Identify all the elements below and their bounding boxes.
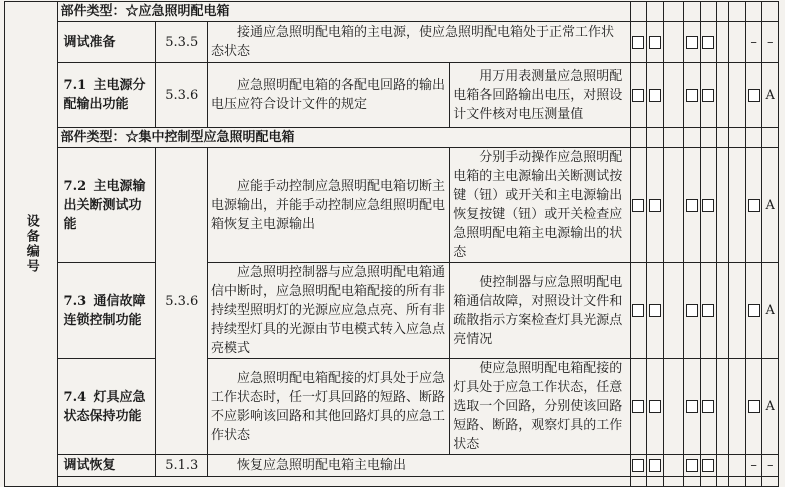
result-grade: A [762,263,779,359]
checkbox[interactable] [702,459,714,472]
clause-number: 5.1.3 [156,455,208,477]
requirement-text: 应急照明配电箱配接的灯具处于应急工作状态时，任一灯具回路的短路、断路不应影响该回路和其他回路灯具的应急工作状态 [208,359,450,455]
item-title: 主电源分配输出功能 [63,78,146,112]
method-text: 分别手动操作应急照明配电箱的主电源输出关断测试按键（钮）或开关和主电源输出恢复按键（钮）或开关检查应急照明配电箱主电源输出的状态 [450,148,630,263]
table-row [5,63,779,128]
checkbox[interactable] [748,89,760,102]
part-type-row [5,128,779,148]
checkbox[interactable] [686,89,698,102]
requirement-text: 应能手动控制应急照明配电箱切断主电源输出，并能手动控制应急组照明配电箱恢复主电源输出 [208,148,450,263]
item-number: 7.3 [63,293,87,309]
result-grade: A [762,63,779,128]
requirement-text: 应急照明控制器与应急照明配电箱通信中断时，应急照明配电箱配接的所有非持续型照明灯的光源应应急点亮、所有非持续型灯具的光源由节电模式转入应急点亮模式 [208,263,450,359]
item-name [57,63,156,128]
item-title: 灯具应急状态保持功能 [63,389,146,424]
checkbox[interactable] [632,400,644,413]
step-name: 调试恢复 [57,455,156,477]
checkbox[interactable] [649,36,661,49]
table-row [5,22,779,63]
checkbox[interactable] [632,36,644,49]
checkbox[interactable] [702,89,714,102]
checkbox[interactable] [702,400,714,413]
clause-number: 5.3.6 [156,63,208,128]
checkbox[interactable] [649,304,661,317]
method-text: 使控制器与应急照明配电箱通信故障，对照设计文件和疏散指示方案检查灯具光源点亮情况 [450,263,630,359]
requirement-text: 恢复应急照明配电箱主电输出 [208,455,631,477]
result-grade: A [762,148,779,263]
checkbox[interactable] [632,89,644,102]
checkbox[interactable] [649,459,661,472]
checkbox[interactable] [748,199,760,212]
item-name [57,148,156,263]
inspection-table [4,1,779,487]
result-dash: – [745,22,761,63]
item-number: 7.2 [63,178,87,194]
checkbox[interactable] [686,36,698,49]
clause-number: 5.3.6 [156,148,208,455]
table-row [5,359,779,455]
item-title: 主电源输出关断测试功能 [63,178,146,232]
table-row [5,263,779,359]
checkbox[interactable] [632,304,644,317]
step-name: 调试准备 [57,22,156,63]
checkbox[interactable] [686,400,698,413]
checkbox[interactable] [748,304,760,317]
part-type-heading: 部件类型：☆集中控制型应急照明配电箱 [57,128,630,148]
checkbox[interactable] [686,199,698,212]
device-number-label: 设备编号 [5,2,58,487]
checkbox[interactable] [686,459,698,472]
item-name [57,263,156,359]
item-number: 7.4 [63,389,87,405]
checkbox[interactable] [649,89,661,102]
item-number: 7.1 [63,78,87,93]
requirement-text: 接通应急照明配电箱的主电源，使应急照明配电箱处于正常工作状态状态 [208,22,631,63]
item-title: 通信故障连锁控制功能 [63,293,146,328]
result-dash: – [762,455,779,477]
checkbox[interactable] [649,199,661,212]
method-text: 用万用表测量应急照明配电箱各回路输出电压，对照设计文件核对电压测量值 [450,63,630,128]
requirement-text: 应急照明配电箱的各配电回路的输出电压应符合设计文件的规定 [208,63,450,128]
result-dash: – [745,455,761,477]
table-row [5,455,779,477]
part-type-heading: 部件类型：☆应急照明配电箱 [57,2,630,22]
checkbox[interactable] [702,304,714,317]
item-name [57,359,156,455]
table-row [5,148,779,263]
checkbox[interactable] [632,459,644,472]
checkbox[interactable] [632,199,644,212]
table-row [5,477,779,487]
checkbox[interactable] [649,400,661,413]
method-text: 使应急照明配电箱配接的灯具处于应急工作状态，任意选取一个回路，分别使该回路短路、断路，观察灯具的工作状态 [450,359,630,455]
clause-number: 5.3.5 [156,22,208,63]
result-grade: A [762,359,779,455]
checkbox[interactable] [686,304,698,317]
part-type-row [5,2,779,22]
checkbox[interactable] [748,400,760,413]
checkbox[interactable] [702,36,714,49]
result-dash: – [762,22,779,63]
checkbox[interactable] [702,199,714,212]
